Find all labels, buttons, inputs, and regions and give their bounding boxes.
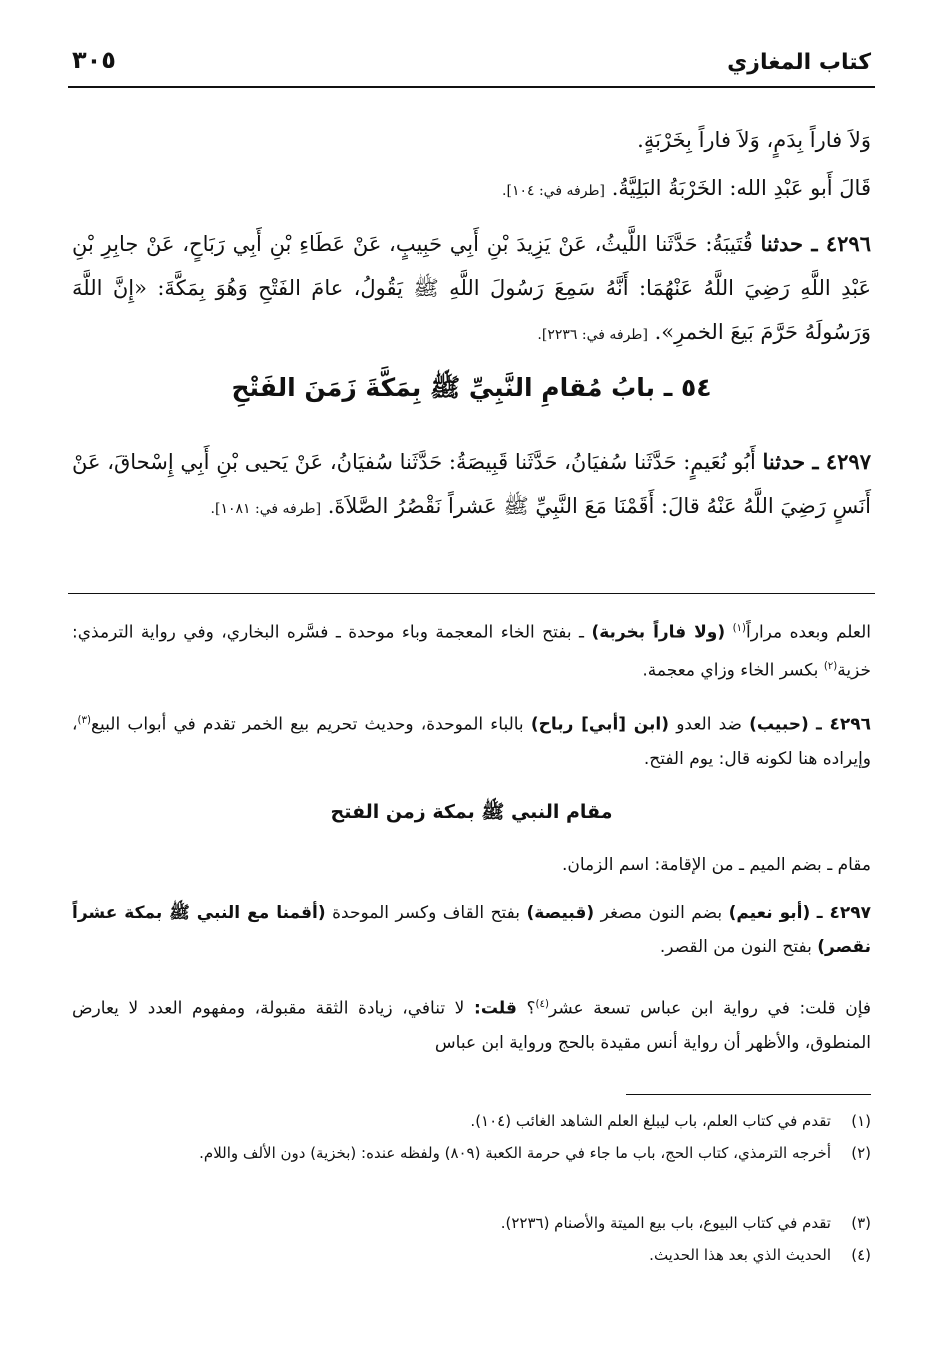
cross-reference-104: [طرفه في: ١٠٤]. — [502, 183, 606, 199]
khirba-definition: قَالَ أَبو عَبْدِ الله: الخَرْبَةُ البَلِيَّةُ. — [611, 176, 871, 200]
footnote-4 — [72, 1240, 871, 1270]
footnote-text: تقدم في كتاب العلم، باب ليبلغ العلم الشاهد الغائب (١٠٤). — [470, 1112, 831, 1130]
hadith-4296-reference: [طرفه في: ٢٢٣٦]. — [537, 327, 648, 343]
footnote-text: تقدم في كتاب البيوع، باب بيع الميتة والأصنام (٢٢٣٦). — [500, 1214, 831, 1232]
commentary-number: ٤٢٩٦ ـ — [816, 714, 872, 735]
footnote-text: الحديث الذي بعد هذا الحديث. — [649, 1246, 831, 1264]
footnote-ref-3: (٣) — [77, 715, 91, 726]
text-line-1-content: وَلاَ فاراً بِدَمٍ، وَلاَ فاراً بِخَرْبَةٍ. — [637, 128, 871, 152]
commentary-text: ضد العدو — [676, 714, 742, 735]
hadith-4296-number: ٤٢٩٦ ـ حدثنا — [760, 231, 871, 256]
commentary-lemma: (أبو نعيم) — [728, 903, 811, 923]
footnote-number: (١) — [851, 1112, 871, 1130]
commentary-text: العلم وبعده مراراً — [746, 622, 872, 643]
header-rule — [68, 86, 875, 88]
commentary-lemma: (حبيب) — [749, 714, 809, 735]
page-number: ٣٠٥ — [72, 46, 116, 74]
footnote-3 — [72, 1208, 871, 1238]
footnote-number: (٢) — [851, 1144, 871, 1162]
commentary-paragraph-1 — [72, 612, 871, 687]
footnote-ref-4: (٤) — [535, 999, 549, 1010]
footnote-number: (٤) — [851, 1246, 871, 1264]
footnote-text: أخرجه الترمذي، كتاب الحج، باب ما جاء في حرمة الكعبة (٨٠٩) ولفظه عنده: (بخزية) دون الألف واللام. — [199, 1144, 831, 1162]
commentary-text: بفتح القاف وكسر الموحدة — [332, 903, 521, 923]
commentary-paragraph-4297 — [72, 896, 871, 964]
footnote-ref-1: (١) — [732, 623, 747, 634]
footnote-ref-2: (٢) — [823, 660, 838, 672]
commentary-number: ٤٢٩٧ ـ — [816, 903, 872, 923]
commentary-lemma: (ابن [أبي] رباح) — [530, 714, 670, 735]
hadith-4296-text: قُتَيبَةُ: حَدَّثَنا اللَّيثُ، عَنْ يَزِيدَ بْنِ أَبِي حَبِيبٍ، عَنْ عَطَاءِ بْنِ أَبِي رَبَاحٍ، عَنْ جابِرِ بْنِ عَبْدِ اللَّهِ رَضِيَ اللَّهُ عَنْهُمَا: أَنَّهُ سَمِعَ رَسُولَ اللَّهِ ﷺ يَقُولُ، عامَ الفَتْحِ وَهُوَ بِمَكَّةَ: «إِنَّ اللَّهَ وَرَسُولَهُ حَرَّمَ بَيعَ الخمرِ». — [72, 232, 871, 344]
commentary-paragraph-question — [72, 988, 871, 1060]
text-line-1 — [72, 118, 871, 162]
hadith-4297 — [72, 440, 871, 531]
hadith-4297-reference: [طرفه في: ١٠٨١]. — [210, 501, 322, 517]
footnote-number: (٣) — [851, 1214, 871, 1232]
running-header-title: كتاب المغازي — [727, 50, 871, 75]
commentary-lemma: (قبيصة) — [526, 903, 595, 923]
commentary-subheading: مقام النبي ﷺ بمكة زمن الفتح — [330, 801, 613, 823]
hadith-4297-text: أَبُو نُعَيمٍ: حَدَّثَنا سُفيَانُ، حَدَّثَنا قَبِيصَةُ: حَدَّثَنا سُفيَانُ، عَنْ يَحيى بْنِ أَبِي إِسْحاقَ، عَنْ أَنَسٍ رَضِيَ اللَّهُ عَنْهُ قالَ: أَقَمْنَا مَعَ النَّبِيِّ ﷺ عَشراً نَقْصُرُ الصَّلاَةَ. — [72, 450, 871, 518]
commentary-paragraph-4296 — [72, 704, 871, 776]
commentary-text: لا تنافي، زيادة الثقة مقبولة، ومفهوم العدد لا يعارض المنطوق، والأظهر أن رواية أنس مقيدة بالحج ورواية ابن عباس — [72, 998, 871, 1053]
commentary-text: بالباء الموحدة، وحديث تحريم بيع الخمر تقدم في أبواب البيع — [90, 714, 524, 735]
commentary-text: مقام ـ بضم الميم ـ من الإقامة: اسم الزمان. — [561, 855, 871, 875]
hadith-4296 — [72, 222, 871, 357]
chapter-heading-54: ٥٤ ـ بابُ مُقامِ النَّبِيِّ ﷺ بِمَكَّةَ زَمَنَ الفَتْحِ — [231, 373, 712, 402]
text-line-2 — [72, 166, 871, 213]
text-commentary-separator — [68, 593, 875, 594]
commentary-lemma: (أقمنا مع النبي ﷺ بمكة عشراً نقصر) — [72, 903, 871, 957]
commentary-text: ؟ — [526, 998, 536, 1019]
commentary-text: بكسر الخاء وزاي معجمة. — [642, 660, 819, 681]
hadith-4297-number: ٤٢٩٧ ـ حدثنا — [762, 449, 871, 474]
commentary-text: بضم النون مصغر — [600, 903, 723, 923]
commentary-text: فإن قلت: في رواية ابن عباس تسعة عشر — [549, 998, 872, 1019]
footnote-1 — [72, 1106, 871, 1136]
commentary-text: ، وإيراده هنا لكونه قال: يوم الفتح. — [72, 714, 871, 769]
commentary-lemma: (ولا فاراً بخربة) — [591, 622, 726, 643]
footnote-separator — [626, 1094, 871, 1095]
footnote-2 — [72, 1138, 871, 1168]
commentary-lemma: قلت: — [474, 998, 517, 1019]
commentary-text: بفتح النون من القصر. — [659, 937, 812, 957]
commentary-text: ـ بفتح الخاء المعجمة وباء موحدة ـ فسَّره البخاري، وفي رواية الترمذي: خزية — [72, 622, 871, 681]
commentary-paragraph-maqam — [72, 848, 871, 882]
